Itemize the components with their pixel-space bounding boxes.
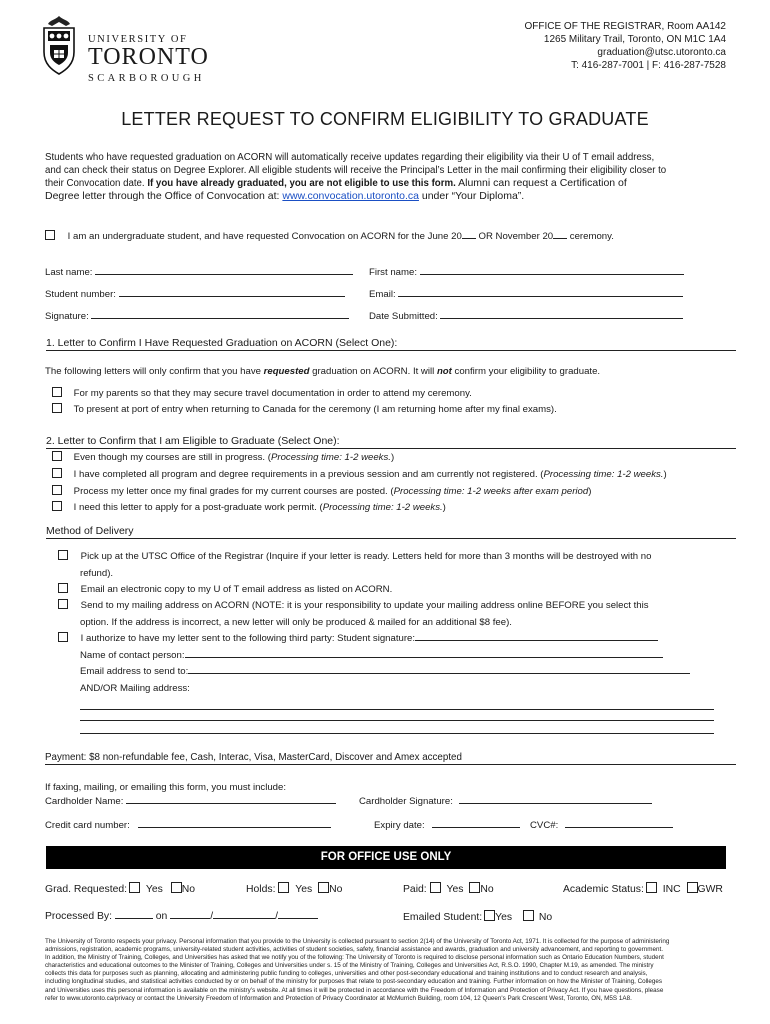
undergrad-confirm-text-2: OR November 20 <box>475 231 554 242</box>
office-email[interactable]: graduation@utsc.utoronto.ca <box>597 47 726 58</box>
section-2-option-in-progress[interactable] <box>52 451 394 464</box>
intro-line-4-text: Degree letter through the Office of Convocation at: <box>45 190 283 202</box>
email-row <box>369 288 683 301</box>
expiry-label: Expiry date: <box>374 820 425 831</box>
date-slash-1: / <box>210 911 214 922</box>
academic-status-inc-checkbox[interactable] <box>646 882 657 893</box>
holds-no-label: No <box>329 884 343 895</box>
grad-requested-no-checkbox[interactable] <box>171 882 182 893</box>
student-number-label: Student number: <box>45 289 116 300</box>
delivery-mail-checkbox[interactable] <box>58 599 68 609</box>
delivery-third-party-checkbox[interactable] <box>58 632 68 642</box>
email-to-label: Email address to send to: <box>80 666 189 677</box>
expiry-row <box>374 819 520 832</box>
processed-by-field[interactable] <box>115 910 153 919</box>
logo-scarborough: SCARBOROUGH <box>88 73 205 84</box>
holds-label: Holds: <box>246 884 276 895</box>
section-2-option-work-permit-close: ) <box>442 502 446 513</box>
holds-no-checkbox[interactable] <box>318 882 329 893</box>
student-signature-field[interactable] <box>415 632 658 641</box>
section-1-note-post: confirm your eligibility to graduate. <box>451 366 601 377</box>
mailing-address-line-2[interactable] <box>80 720 714 721</box>
credit-card-field[interactable] <box>138 819 331 828</box>
section-2-option-completed[interactable] <box>52 468 667 481</box>
delivery-electronic-checkbox[interactable] <box>58 583 68 593</box>
emailed-student-no-checkbox[interactable] <box>523 910 534 921</box>
paid-yes-label: Yes <box>446 884 464 895</box>
intro-line-4 <box>45 190 666 203</box>
privacy-line-3: In addition, the Ministry of Training, Colleges, and Universities has asked that we notify you of the following: The University of Toronto is required to disclose personal information such as Ontario Education Numbers, student <box>45 954 664 962</box>
june-year-blank[interactable] <box>462 230 476 239</box>
section-2-option-final-grades-time: Processing time: 1-2 weeks after exam period <box>393 486 589 497</box>
emailed-student-no-label: No <box>538 912 553 923</box>
convocation-link[interactable]: www.convocation.utoronto.ca <box>282 190 419 202</box>
first-name-field[interactable] <box>420 266 684 275</box>
section-1-note <box>45 365 600 378</box>
office-phone-fax: T: 416-287-7001 | F: 416-287-7528 <box>571 60 726 71</box>
cardholder-name-row <box>45 795 336 808</box>
holds-yes-checkbox[interactable] <box>278 882 289 893</box>
office-line-1: OFFICE OF THE REGISTRAR, Room AA142 <box>524 21 726 32</box>
section-2-option-completed-time: Processing time: 1-2 weeks. <box>543 469 664 480</box>
academic-status-row <box>563 882 723 895</box>
section-2-option-final-grades-close: ) <box>588 486 592 497</box>
signature-label: Signature: <box>45 311 89 322</box>
academic-status-inc-label: INC <box>662 884 681 895</box>
university-logo <box>40 14 220 89</box>
paid-row <box>403 882 494 895</box>
academic-status-gwr-label: GWR <box>697 884 723 895</box>
section-1-option-port-of-entry[interactable] <box>52 403 557 416</box>
cvc-field[interactable] <box>565 819 673 828</box>
privacy-line-1: The University of Toronto respects your privacy. Personal information that you provide to the University is collected pursuant to section 2(14) of the University of Toronto Act, 1971. It is collected for the purpose of administering <box>45 938 670 945</box>
last-name-label: Last name: <box>45 267 93 278</box>
grad-requested-no-label: No <box>181 884 196 895</box>
student-number-row <box>45 288 345 301</box>
processed-on-label: on <box>155 911 168 922</box>
academic-status-gwr-checkbox[interactable] <box>687 882 698 893</box>
section-2-option-in-progress-checkbox[interactable] <box>52 451 62 461</box>
november-year-blank[interactable] <box>553 230 567 239</box>
email-label: Email: <box>369 289 396 300</box>
paid-label: Paid: <box>403 884 427 895</box>
office-use-banner-label: FOR OFFICE USE ONLY <box>320 851 452 863</box>
date-submitted-label: Date Submitted: <box>369 311 438 322</box>
intro-line-1: Students who have requested graduation on ACORN will automatically receive updates regarding their eligibility via their U of T email address, <box>45 152 655 163</box>
page-title: LETTER REQUEST TO CONFIRM ELIGIBILITY TO GRADUATE <box>121 109 649 129</box>
section-1-note-not: not <box>436 366 452 377</box>
privacy-line-8: refer to www.utoronto.ca/privacy or contact the University Freedom of Information and Protection of Privacy Coordinator at McMurrich Building, room 104, 12 Queen's Park Crescent West, Toronto, ON, M5S 1A8. <box>45 994 632 1002</box>
office-use-banner <box>46 846 726 869</box>
payment-line: Payment: $8 non-refundable fee, Cash, Interac, Visa, MasterCard, Discover and Amex accepted <box>45 752 462 763</box>
mailing-address-line-3[interactable] <box>80 733 714 734</box>
delivery-pickup-label-1: Pick up at the UTSC Office of the Registrar (Inquire if your letter is ready. Letters held for more than 3 months will be destroyed with no <box>80 551 652 562</box>
delivery-mail[interactable] <box>58 599 649 612</box>
intro-line-4-tail: under “Your Diploma”. <box>418 190 525 202</box>
credit-card-label: Credit card number: <box>45 820 130 831</box>
delivery-electronic[interactable] <box>58 583 392 596</box>
delivery-mail-label-1: Send to my mailing address on ACORN (NOTE: it is your responsibility to update your mailing address online BEFORE you select this <box>80 600 649 611</box>
section-2-option-completed-checkbox[interactable] <box>52 468 62 478</box>
processed-by-label: Processed By: <box>45 911 112 922</box>
office-line-2: 1265 Military Trail, Toronto, ON M1C 1A4 <box>543 34 726 45</box>
section-2-option-final-grades-label: Process my letter once my final grades for my current courses are posted. ( <box>73 486 394 497</box>
grad-requested-row <box>45 882 195 895</box>
emailed-student-label: Emailed Student: <box>403 912 483 923</box>
mailing-address-line-1[interactable] <box>80 709 714 710</box>
intro-line-3 <box>45 177 666 190</box>
delivery-electronic-label: Email an electronic copy to my U of T email address as listed on ACORN. <box>80 584 393 595</box>
date-submitted-row <box>369 310 683 323</box>
section-1-note-requested: requested <box>263 366 310 377</box>
office-address <box>524 20 726 72</box>
section-2-option-in-progress-time: Processing time: 1-2 weeks. <box>270 452 391 463</box>
contact-person-label: Name of contact person: <box>80 650 185 661</box>
delivery-third-party-label: I authorize to have my letter sent to the following third party: Student signature: <box>80 633 416 644</box>
section-1-note-mid: graduation on ACORN. It will <box>309 366 437 377</box>
last-name-field[interactable] <box>95 266 353 275</box>
processed-by-row <box>45 910 318 922</box>
section-2-option-final-grades[interactable] <box>52 485 591 498</box>
processed-day-field[interactable] <box>170 910 210 919</box>
section-2-option-in-progress-label: Even though my courses are still in progress. ( <box>73 452 271 463</box>
section-1-option-parents-label: For my parents so that they may secure travel documentation in order to attend my ceremony. <box>73 388 472 399</box>
signature-row <box>45 310 349 323</box>
cardholder-signature-label: Cardholder Signature: <box>359 796 453 807</box>
grad-requested-yes-checkbox[interactable] <box>129 882 140 893</box>
intro-paragraph <box>45 151 666 203</box>
mailing-address-label: AND/OR Mailing address: <box>80 683 190 694</box>
cvc-label: CVC#: <box>530 820 559 831</box>
processed-year-field[interactable] <box>278 910 318 919</box>
cardholder-signature-row <box>359 795 652 808</box>
paid-no-checkbox[interactable] <box>469 882 480 893</box>
cardholder-name-field[interactable] <box>126 795 336 804</box>
logo-toronto: TORONTO <box>88 44 209 70</box>
section-1-option-parents-checkbox[interactable] <box>52 387 62 397</box>
signature-field[interactable] <box>91 310 349 319</box>
date-submitted-field[interactable] <box>440 310 683 319</box>
grad-requested-label: Grad. Requested: <box>45 884 128 895</box>
section-2-option-completed-close: ) <box>663 469 667 480</box>
intro-line-2: and can check their status on Degree Explorer. All eligible students will receive the Principal’s Letter in the mail confirming their eligibility closer to <box>45 165 667 176</box>
email-to-row <box>80 665 690 678</box>
delivery-pickup-line-2: refund). <box>80 568 114 579</box>
section-2-option-final-grades-checkbox[interactable] <box>52 485 62 495</box>
section-2-heading: 2. Letter to Confirm that I am Eligible to Graduate (Select One): <box>46 435 736 449</box>
emailed-student-yes-label: Yes <box>495 912 513 923</box>
first-name-label: First name: <box>369 267 417 278</box>
section-1-option-port-of-entry-label: To present at port of entry when returning to Canada for the ceremony (I am returning home after my final exams). <box>73 404 557 415</box>
student-number-field[interactable] <box>119 288 345 297</box>
last-name-row <box>45 266 353 279</box>
first-name-row <box>369 266 684 279</box>
logo-university-of: UNIVERSITY OF <box>88 34 188 45</box>
section-2-option-completed-label: I have completed all program and degree requirements in a previous session and am currently not registered. ( <box>73 469 544 480</box>
holds-row <box>246 882 342 895</box>
privacy-line-7: and Universities uses this personal information is available on the ministry’s website. At all times it will be protected in accordance with the Freedom of Information and Protection of Privacy Act. If you have questions, please <box>45 986 664 994</box>
section-2-option-work-permit[interactable] <box>52 501 446 514</box>
contact-person-field[interactable] <box>185 649 663 658</box>
emailed-student-yes-checkbox[interactable] <box>484 910 495 921</box>
payment-heading <box>45 752 736 765</box>
holds-yes-label: Yes <box>295 884 313 895</box>
section-2-option-work-permit-label: I need this letter to apply for a post-graduate work permit. ( <box>73 502 323 513</box>
undergrad-confirm-row <box>45 230 614 243</box>
date-slash-2: / <box>275 911 279 922</box>
section-1-heading: 1. Letter to Confirm I Have Requested Graduation on ACORN (Select One): <box>46 337 736 351</box>
privacy-line-2: admissions, registration, academic programs, university-related student activities, activities of student societies, safety, financial assistance and awards, graduation and university advancement, and reporting to government. <box>45 946 663 954</box>
emailed-student-row <box>403 910 552 923</box>
grad-requested-yes-label: Yes <box>145 884 163 895</box>
intro-line-3-text: their Convocation date. <box>45 178 148 189</box>
undergrad-confirm-text-1: I am an undergraduate student, and have requested Convocation on ACORN for the June 20 <box>67 231 462 242</box>
cvc-row <box>530 819 673 832</box>
cardholder-name-label: Cardholder Name: <box>45 796 124 807</box>
expiry-field[interactable] <box>432 819 520 828</box>
email-field[interactable] <box>398 288 683 297</box>
privacy-line-4: characteristics and educational outcomes to the Minister of Training, Colleges and Universities under s. 15 of the Ministry of Training, Colleges and Universities Act, R.S.O. 1990, Chapter M.19, as amended. The ministry <box>45 962 654 970</box>
delivery-mail-line-2: option. If the address is incorrect, a new letter will only be produced & mailed for an additional $8 fee). <box>80 617 512 628</box>
paid-yes-checkbox[interactable] <box>430 882 441 893</box>
processed-month-field[interactable] <box>213 910 275 919</box>
paid-no-label: No <box>480 884 494 895</box>
section-2-option-in-progress-close: ) <box>390 452 395 463</box>
delivery-third-party[interactable] <box>58 632 658 645</box>
section-2-option-work-permit-time: Processing time: 1-2 weeks. <box>322 502 443 513</box>
intro-not-eligible-warning: If you have already graduated, you are not eligible to use this form. <box>147 178 456 189</box>
undergrad-confirm-checkbox[interactable] <box>45 230 55 240</box>
intro-alumni-text: Alumni can request a Certification of <box>455 177 627 189</box>
credit-card-row <box>45 819 331 832</box>
payment-faxing-note: If faxing, mailing, or emailing this form, you must include: <box>45 782 287 793</box>
academic-status-label: Academic Status: <box>563 884 644 895</box>
section-2-option-work-permit-checkbox[interactable] <box>52 501 62 511</box>
contact-person-row <box>80 649 663 662</box>
section-1-note-pre: The following letters will only confirm that you have <box>45 366 264 377</box>
delivery-pickup[interactable] <box>58 550 651 563</box>
delivery-heading: Method of Delivery <box>46 525 736 539</box>
cardholder-signature-field[interactable] <box>459 795 652 804</box>
privacy-line-6: including longitudinal studies, and statistical activities conducted by or on behalf of the ministry for purposes that relate to post-secondary education and training. Further information on how the Minister of Training, Colleges <box>45 978 663 986</box>
delivery-pickup-checkbox[interactable] <box>58 550 68 560</box>
privacy-notice <box>45 938 669 1003</box>
privacy-line-5: collects this data for purposes such as planning, allocating and administering public funding to colleges, universities and other post-secondary educational and training institutions and to conduct research and analysis, <box>45 970 648 978</box>
university-crest-icon <box>40 14 78 76</box>
undergrad-confirm-text-3: ceremony. <box>567 231 614 242</box>
section-1-option-port-of-entry-checkbox[interactable] <box>52 403 62 413</box>
section-1-option-parents[interactable] <box>52 387 472 400</box>
email-to-field[interactable] <box>188 665 690 674</box>
